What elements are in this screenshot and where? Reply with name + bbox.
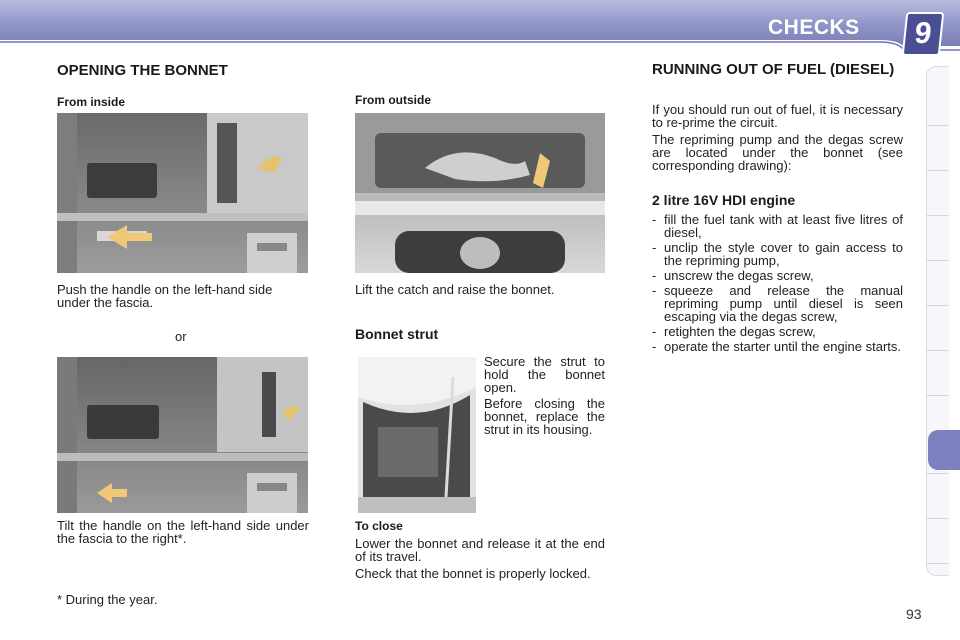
photo-handle-tilt — [57, 357, 308, 513]
chapter-tabs — [926, 66, 949, 576]
tab-divider — [927, 215, 949, 216]
caption-push-handle: Push the handle on the left-hand side under the fascia. — [57, 282, 273, 310]
tab-divider — [927, 395, 949, 396]
chapter-title: CHECKS — [768, 16, 860, 39]
or-separator: or — [175, 329, 187, 344]
list-item: - unclip the style cover to gain access to the repriming pump, — [652, 241, 903, 267]
chapter-tab-active[interactable] — [928, 430, 960, 470]
subheading-hdi-engine: 2 litre 16V HDI engine — [652, 192, 796, 208]
footnote: * During the year. — [57, 592, 158, 607]
list-item: - retighten the degas screw, — [652, 325, 903, 338]
caption-lift-catch: Lift the catch and raise the bonnet. — [355, 282, 555, 297]
strut-instruction-secure: Secure the strut to hold the bonnet open. — [484, 354, 605, 395]
subheading-bonnet-strut: Bonnet strut — [355, 326, 439, 342]
tab-divider — [927, 518, 949, 519]
tab-divider — [927, 473, 949, 474]
chapter-number-badge: 9 — [902, 12, 945, 56]
subheading-to-close: To close — [355, 519, 403, 533]
section-title-opening-bonnet: OPENING THE BONNET — [57, 62, 228, 79]
tab-divider — [927, 350, 949, 351]
close-instruction-check: Check that the bonnet is properly locked. — [355, 566, 591, 581]
strut-instruction-replace: Before closing the bonnet, replace the strut in its housing. — [484, 396, 605, 437]
close-instruction-lower: Lower the bonnet and release it at the end of its travel. — [355, 536, 605, 564]
list-item: - fill the fuel tank with at least five litres of diesel, — [652, 213, 903, 239]
subheading-from-outside: From outside — [355, 93, 432, 107]
tab-divider — [927, 305, 949, 306]
caption-tilt-handle: Tilt the handle on the left-hand side under the fascia to the right*. — [57, 518, 309, 546]
list-item: - unscrew the degas screw, — [652, 269, 903, 282]
reprime-steps-list — [652, 213, 903, 355]
list-item: - operate the starter until the engine starts. — [652, 340, 903, 353]
header-wave — [0, 40, 960, 54]
photo-handle-push — [57, 113, 308, 273]
tab-divider — [927, 125, 949, 126]
fuel-location-paragraph: The repriming pump and the degas screw are located under the bonnet (see corresponding drawing): — [652, 132, 903, 173]
photo-bonnet-catch — [355, 113, 605, 273]
list-item: - squeeze and release the manual repriming pump until diesel is seen escaping via the degas screw, — [652, 284, 903, 323]
tab-divider — [927, 170, 949, 171]
tab-divider — [927, 260, 949, 261]
subheading-from-inside: From inside — [57, 95, 126, 109]
page-number: 93 — [906, 606, 922, 622]
photo-bonnet-strut — [358, 357, 476, 513]
fuel-intro-paragraph: If you should run out of fuel, it is necessary to re-prime the circuit. — [652, 102, 903, 130]
section-title-running-out-of-fuel: RUNNING OUT OF FUEL (DIESEL) — [652, 61, 895, 78]
tab-divider — [927, 563, 949, 564]
